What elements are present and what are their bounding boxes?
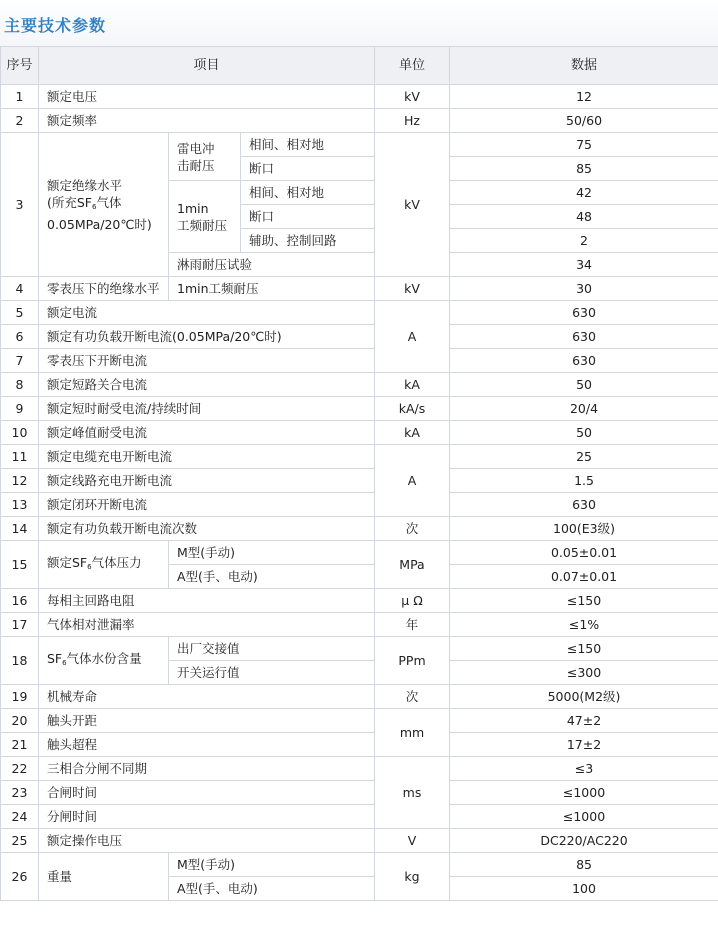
row-subitem: 辅助、控制回路 [241, 229, 375, 253]
row-seq: 8 [1, 373, 39, 397]
power-frequency-label [169, 181, 241, 253]
row-item: 额定有功负载开断电流次数 [39, 517, 375, 541]
row-unit: kV [375, 85, 450, 109]
header-data: 数据 [450, 47, 718, 85]
row-item: 触头开距 [39, 709, 375, 733]
row-subitem: 开关运行值 [169, 661, 375, 685]
row-seq: 23 [1, 781, 39, 805]
row-item: 额定电缆充电开断电流 [39, 445, 375, 469]
row-value: 100 [450, 877, 718, 901]
insulation-line1: 额定绝缘水平 [47, 177, 123, 193]
row-seq: 2 [1, 109, 39, 133]
row-unit: A [375, 445, 450, 517]
row-value: ≤300 [450, 661, 718, 685]
row-value: 85 [450, 853, 718, 877]
impulse-withstand-label [169, 133, 241, 181]
row-subitem: 1min工频耐压 [169, 277, 375, 301]
row-value: ≤3 [450, 757, 718, 781]
sf6-moisture-sub: 6 [62, 658, 67, 667]
insulation-line2-sub: 6 [92, 202, 97, 211]
row-unit: A [375, 301, 450, 373]
row-seq: 9 [1, 397, 39, 421]
row-value: 50/60 [450, 109, 718, 133]
row-item: 每相主回路电阻 [39, 589, 375, 613]
row-value: ≤1000 [450, 805, 718, 829]
table-row [1, 85, 718, 109]
row-value: 48 [450, 205, 718, 229]
row-seq: 15 [1, 541, 39, 589]
table-row [1, 829, 718, 853]
row-subitem: A型(手、电动) [169, 565, 375, 589]
row-seq: 20 [1, 709, 39, 733]
table-row [1, 277, 718, 301]
row-value: 12 [450, 85, 718, 109]
row-item: 额定闭环开断电流 [39, 493, 375, 517]
row-item: 零表压下开断电流 [39, 349, 375, 373]
row-unit: V [375, 829, 450, 853]
row-unit: kg [375, 853, 450, 901]
row-value: 30 [450, 277, 718, 301]
row-unit: Hz [375, 109, 450, 133]
row-value: 630 [450, 325, 718, 349]
row-value: 100(E3级) [450, 517, 718, 541]
row-seq: 22 [1, 757, 39, 781]
section-title: 主要技术参数 [4, 16, 107, 35]
row-subitem: 断口 [241, 157, 375, 181]
table-row [1, 709, 718, 733]
row-item: 气体相对泄漏率 [39, 613, 375, 637]
sf6-pressure-pre: 额定SF [47, 554, 88, 570]
sf6-pressure-post: 气体压力 [91, 554, 142, 570]
row-value: 0.05±0.01 [450, 541, 718, 565]
row-seq: 5 [1, 301, 39, 325]
row-value: 47±2 [450, 709, 718, 733]
row-seq: 6 [1, 325, 39, 349]
row-seq: 1 [1, 85, 39, 109]
sf6-moisture-post: 气体水份含量 [66, 650, 142, 666]
row-value: 50 [450, 421, 718, 445]
row-item: 额定电流 [39, 301, 375, 325]
row-value: 85 [450, 157, 718, 181]
row-value: 42 [450, 181, 718, 205]
row-seq: 16 [1, 589, 39, 613]
row-item: 额定操作电压 [39, 829, 375, 853]
insulation-line2 [47, 194, 168, 216]
table-row [1, 133, 718, 157]
row-seq: 25 [1, 829, 39, 853]
row-item: 触头超程 [39, 733, 375, 757]
row-value: 630 [450, 301, 718, 325]
row-item: 零表压下的绝缘水平 [39, 277, 169, 301]
row-value: 2 [450, 229, 718, 253]
table-row [1, 637, 718, 661]
row-seq: 14 [1, 517, 39, 541]
table-row [1, 469, 718, 493]
row-value: ≤150 [450, 637, 718, 661]
table-row [1, 685, 718, 709]
row-item: 额定频率 [39, 109, 375, 133]
impulse-line1: 雷电冲 [177, 140, 215, 156]
insulation-line2-pre: (所充SF [47, 194, 93, 210]
row-item: 额定有功负载开断电流(0.05MPa/20℃时) [39, 325, 375, 349]
row-value: ≤1% [450, 613, 718, 637]
table-row [1, 445, 718, 469]
row-seq: 3 [1, 133, 39, 277]
header-unit: 单位 [375, 47, 450, 85]
table-row [1, 589, 718, 613]
row-value: 50 [450, 373, 718, 397]
row-subitem: 断口 [241, 205, 375, 229]
row-value: ≤1000 [450, 781, 718, 805]
table-row [1, 373, 718, 397]
section-header [0, 0, 718, 46]
row-item [39, 541, 169, 589]
row-item: 分闸时间 [39, 805, 375, 829]
sf6-moisture-pre: SF [47, 650, 63, 666]
insulation-line3: 0.05MPa/20℃时) [47, 216, 152, 232]
row-item: 重量 [39, 853, 169, 901]
impulse-line2: 击耐压 [177, 157, 215, 173]
row-seq: 21 [1, 733, 39, 757]
row-value: 75 [450, 133, 718, 157]
row-item: 额定短路关合电流 [39, 373, 375, 397]
spec-table [0, 46, 718, 901]
table-header-row [1, 47, 718, 85]
row-seq: 17 [1, 613, 39, 637]
table-row [1, 493, 718, 517]
row-seq: 7 [1, 349, 39, 373]
table-row [1, 613, 718, 637]
table-row [1, 301, 718, 325]
row-unit: kV [375, 133, 450, 277]
table-row [1, 109, 718, 133]
row-item: 机械寿命 [39, 685, 375, 709]
row-subitem: M型(手动) [169, 853, 375, 877]
row-seq: 19 [1, 685, 39, 709]
row-value: 630 [450, 493, 718, 517]
row-unit: PPm [375, 637, 450, 685]
row-unit: μ Ω [375, 589, 450, 613]
row-value: 0.07±0.01 [450, 565, 718, 589]
row-subitem: 淋雨耐压试验 [169, 253, 375, 277]
sf6-pressure-sub: 6 [87, 562, 92, 571]
row-unit: 次 [375, 685, 450, 709]
row-seq: 26 [1, 853, 39, 901]
table-row [1, 541, 718, 565]
row-item: 额定电压 [39, 85, 375, 109]
row-unit: ms [375, 757, 450, 829]
row-unit: kA [375, 421, 450, 445]
row-value: 5000(M2级) [450, 685, 718, 709]
header-seq: 序号 [1, 47, 39, 85]
table-row [1, 781, 718, 805]
row-subitem: A型(手、电动) [169, 877, 375, 901]
row-value: 34 [450, 253, 718, 277]
table-row [1, 349, 718, 373]
row-value: 630 [450, 349, 718, 373]
table-row [1, 733, 718, 757]
row-unit: 年 [375, 613, 450, 637]
table-row [1, 853, 718, 877]
row-unit: MPa [375, 541, 450, 589]
header-item: 项目 [39, 47, 375, 85]
row-value: 20/4 [450, 397, 718, 421]
row-subitem: M型(手动) [169, 541, 375, 565]
row-unit: mm [375, 709, 450, 757]
row-value: ≤150 [450, 589, 718, 613]
pf-line2: 工频耐压 [177, 217, 228, 233]
pf-line1: 1min [177, 200, 209, 216]
row-unit: kA/s [375, 397, 450, 421]
row-value: 1.5 [450, 469, 718, 493]
row-seq: 10 [1, 421, 39, 445]
row-subitem: 出厂交接值 [169, 637, 375, 661]
row-value: 17±2 [450, 733, 718, 757]
row-seq: 11 [1, 445, 39, 469]
row-unit: kV [375, 277, 450, 301]
row-value: 25 [450, 445, 718, 469]
table-row [1, 757, 718, 781]
row-unit: 次 [375, 517, 450, 541]
row-seq: 24 [1, 805, 39, 829]
insulation-level-label [39, 133, 169, 277]
row-subitem: 相间、相对地 [241, 133, 375, 157]
row-seq: 4 [1, 277, 39, 301]
table-row [1, 517, 718, 541]
row-item: 合闸时间 [39, 781, 375, 805]
row-seq: 18 [1, 637, 39, 685]
row-unit: kA [375, 373, 450, 397]
row-item [39, 637, 169, 685]
insulation-line2-post: 气体 [96, 194, 122, 210]
table-row [1, 421, 718, 445]
row-seq: 12 [1, 469, 39, 493]
row-seq: 13 [1, 493, 39, 517]
row-item: 额定线路充电开断电流 [39, 469, 375, 493]
table-row [1, 325, 718, 349]
table-row [1, 805, 718, 829]
row-subitem: 相间、相对地 [241, 181, 375, 205]
table-row [1, 397, 718, 421]
row-item: 额定短时耐受电流/持续时间 [39, 397, 375, 421]
row-item: 额定峰值耐受电流 [39, 421, 375, 445]
row-item: 三相合分闸不同期 [39, 757, 375, 781]
row-value: DC220/AC220 [450, 829, 718, 853]
